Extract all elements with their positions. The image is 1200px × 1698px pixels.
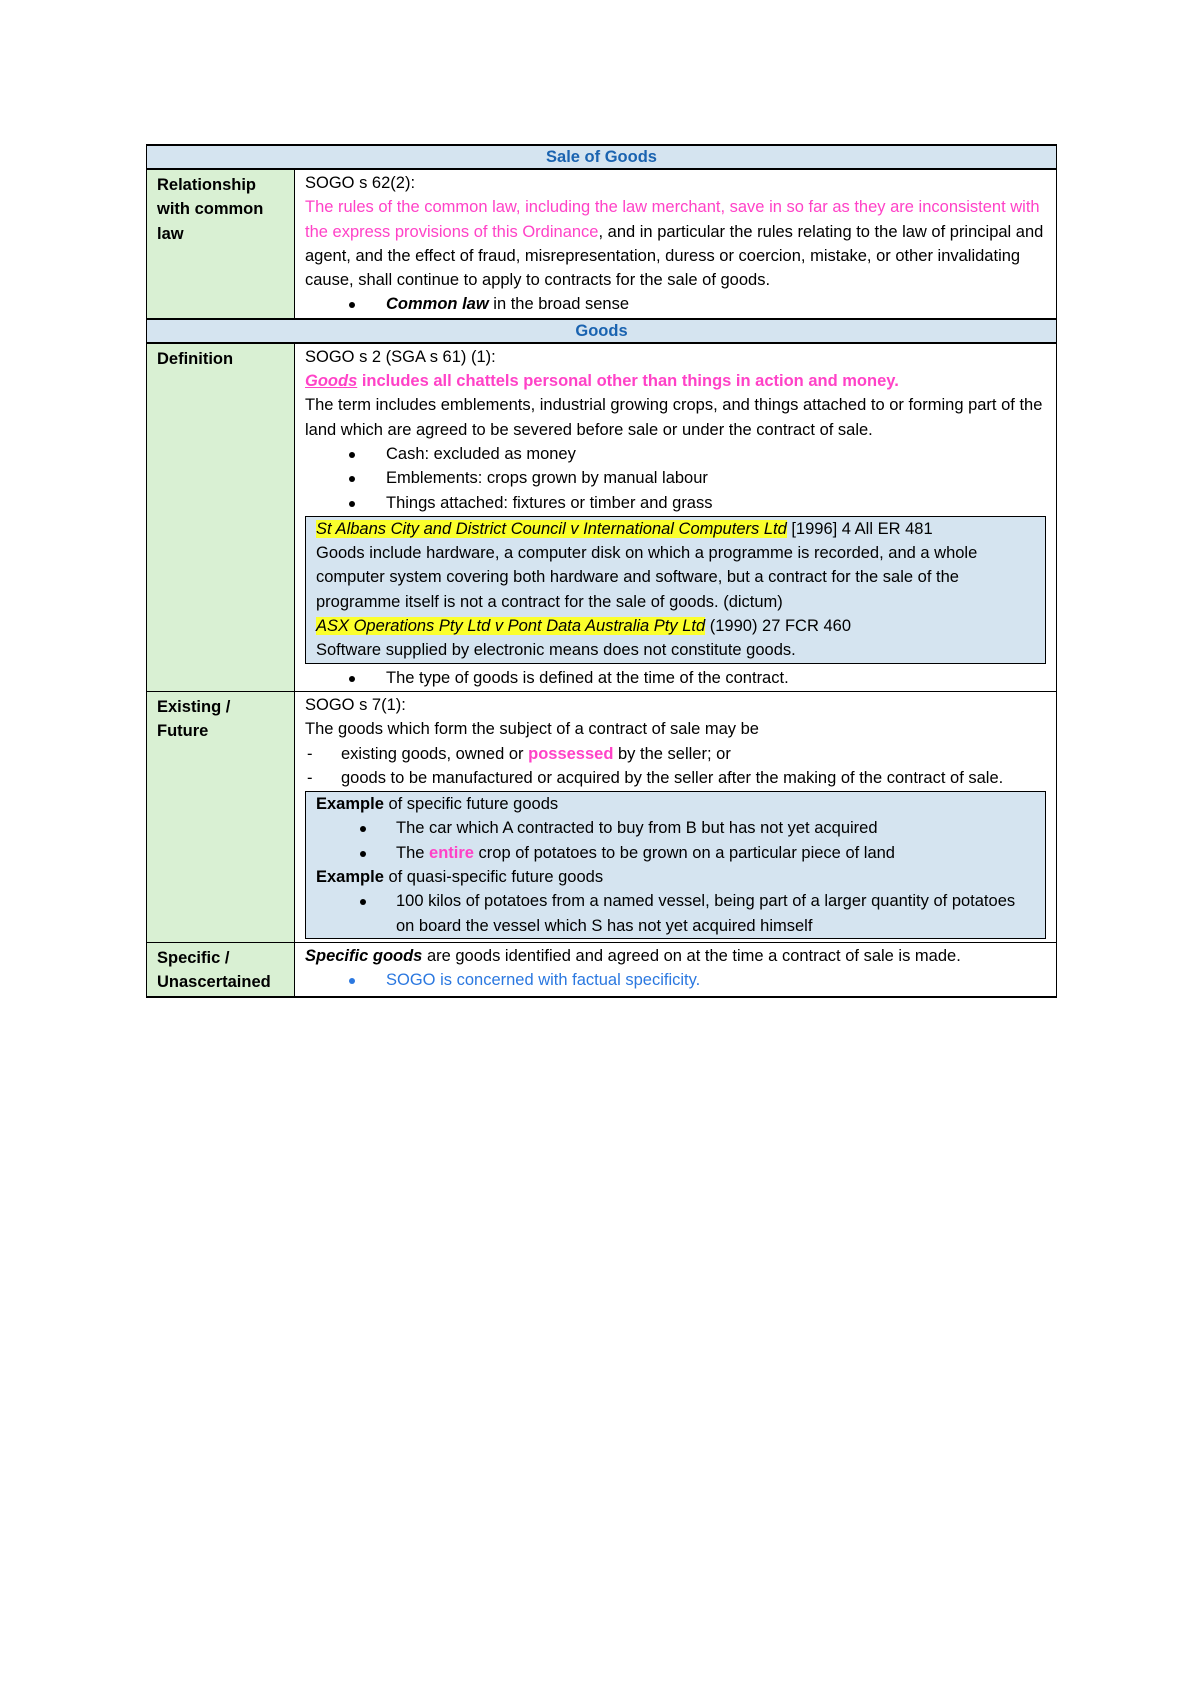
case-citation: ASX Operations Pty Ltd v Pont Data Australia Pty Ltd (1990) 27 FCR 460 <box>316 617 851 636</box>
table-row-existing-future <box>147 691 1057 942</box>
list-item: The car which A contracted to buy from B but has not yet acquired <box>316 816 1035 840</box>
example-heading: Example of quasi-specific future goods <box>316 868 604 887</box>
definition-paragraph: The term includes emblements, industrial growing crops, and things attached to or forming part of the land which are agreed to be severed before sale or under the contract of sale. <box>305 396 1043 439</box>
section-header-row <box>147 319 1057 343</box>
list-item: Cash: excluded as money <box>305 442 1046 466</box>
list-item: Common law in the broad sense <box>305 292 1046 316</box>
case-box <box>305 516 1046 664</box>
row-content-specific <box>295 942 1057 996</box>
bullet-list <box>305 442 1046 515</box>
specific-term: Specific goods <box>305 946 423 965</box>
row-heading-specific: Specific / Unascertained <box>147 942 295 996</box>
statute-quote <box>305 195 1046 292</box>
section-header-row <box>147 145 1057 169</box>
list-item: The entire crop of potatoes to be grown on a particular piece of land <box>316 841 1035 865</box>
statute-reference: SOGO s 2 (SGA s 61) (1): <box>305 347 496 366</box>
bullet-list <box>305 968 1046 992</box>
table-row-relationship <box>147 169 1057 319</box>
case-name: St Albans City and District Council v International Computers Ltd <box>316 519 787 538</box>
highlight-word: possessed <box>528 744 614 763</box>
section-title-sale-of-goods: Sale of Goods <box>147 145 1057 169</box>
case-name: ASX Operations Pty Ltd v Pont Data Australia Pty Ltd <box>316 617 706 636</box>
case-summary: Software supplied by electronic means does not constitute goods. <box>316 641 796 660</box>
row-heading-definition: Definition <box>147 343 295 692</box>
statute-reference: SOGO s 7(1): <box>305 695 406 714</box>
dash-list <box>305 742 1046 791</box>
quote-rest: , and in particular the rules relating to the law of principal and agent, and the effect of fraud, misrepresentation, duress or coercion, mistake, or other invalidating cause, shall continue to apply to contracts for the sale of goods. <box>305 222 1044 290</box>
row-heading-existing-future: Existing / Future <box>147 691 295 942</box>
table-row-specific <box>147 942 1057 996</box>
bullet-list <box>316 889 1035 938</box>
example-heading: Example of specific future goods <box>316 795 559 814</box>
highlight-word: entire <box>429 843 474 862</box>
row-heading-relationship: Relationship with common law <box>147 169 295 319</box>
list-item: SOGO is concerned with factual specificity. <box>305 968 1046 992</box>
statute-intro: The goods which form the subject of a contract of sale may be <box>305 720 759 739</box>
table-row-definition <box>147 343 1057 692</box>
row-content-existing-future <box>295 691 1057 942</box>
section-title-goods: Goods <box>147 319 1057 343</box>
quote-highlight: The rules of the common law, including the law merchant, save in so far as they are inconsistent with the express provisions of this Ordinance <box>305 198 1040 241</box>
definition-term: Goods <box>305 372 358 391</box>
specific-definition: Specific goods are goods identified and agreed on at the time a contract of sale is made. <box>305 946 961 965</box>
list-item: - existing goods, owned or possessed by the seller; or <box>305 742 1046 766</box>
list-item: The type of goods is defined at the time of the contract. <box>305 666 1046 690</box>
bullet-list <box>305 666 1046 690</box>
notes-table <box>146 144 1057 998</box>
bullet-list <box>316 816 1035 865</box>
bullet-list <box>305 292 1046 316</box>
case-summary: Goods include hardware, a computer disk on which a programme is recorded, and a whole computer system covering both hardware and software, but a contract for the sale of the programme itself is not a contract for the sale of goods. (dictum) <box>316 544 978 611</box>
list-item: Emblements: crops grown by manual labour <box>305 466 1046 490</box>
definition-text: Goods includes all chattels personal other than things in action and money. <box>305 372 899 391</box>
row-content-relationship <box>295 169 1057 319</box>
list-item: 100 kilos of potatoes from a named vessel, being part of a larger quantity of potatoes on board the vessel which S has not yet acquired himself <box>316 889 1035 938</box>
list-item: Things attached: fixtures or timber and grass <box>305 491 1046 515</box>
example-box <box>305 791 1046 939</box>
list-item: - goods to be manufactured or acquired by the seller after the making of the contract of sale. <box>305 766 1046 790</box>
statute-reference: SOGO s 62(2): <box>305 174 416 192</box>
row-content-definition <box>295 343 1057 692</box>
case-citation: St Albans City and District Council v International Computers Ltd [1996] 4 All ER 481 <box>316 519 933 538</box>
